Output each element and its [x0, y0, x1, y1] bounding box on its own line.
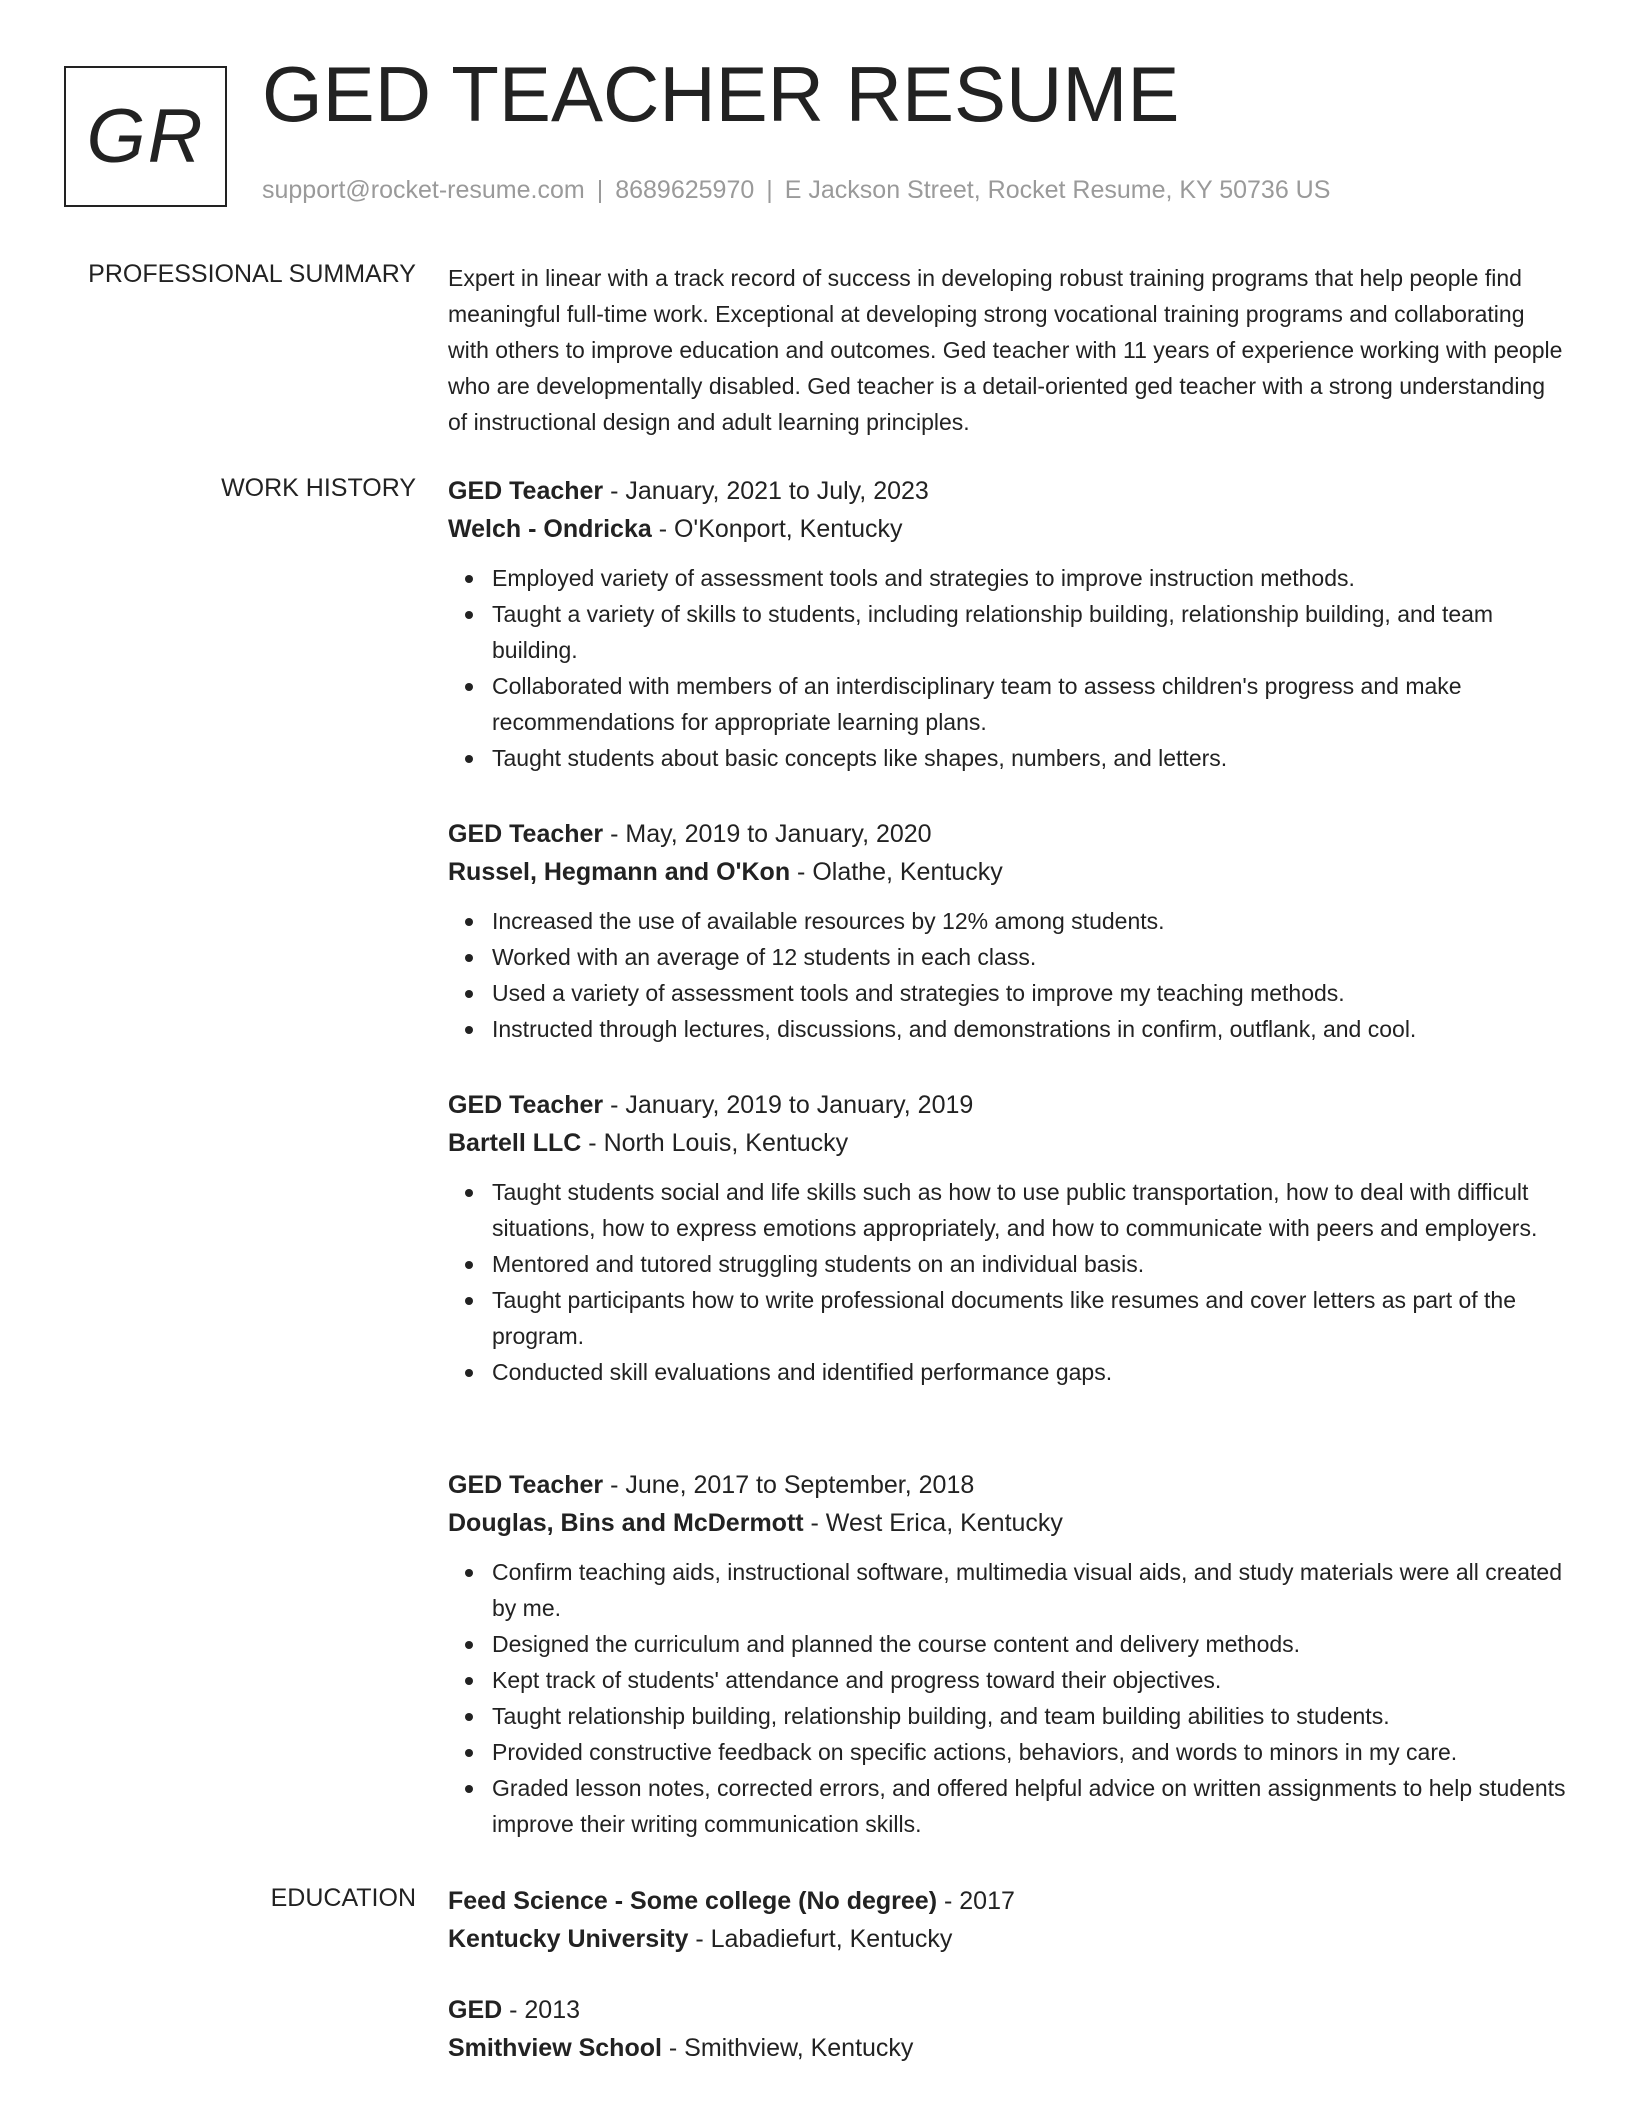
- education-entry: [448, 1991, 1573, 2067]
- education-entry: [448, 1882, 1573, 1958]
- job-company: Welch - Ondricka: [448, 515, 652, 543]
- list-item: Graded lesson notes, corrected errors, and offered helpful advice on written assignments to help students improve their writing communication skills.: [492, 1770, 1573, 1842]
- job-company: Bartell LLC: [448, 1129, 582, 1157]
- education-location: - Labadiefurt, Kentucky: [688, 1925, 953, 1953]
- job-company-line: [448, 1124, 1573, 1162]
- job-dates: - January, 2019 to January, 2019: [603, 1091, 974, 1119]
- job-company-line: [448, 510, 1573, 548]
- job-dates: - January, 2021 to July, 2023: [603, 477, 929, 505]
- education-school: Kentucky University: [448, 1925, 689, 1953]
- list-item: Worked with an average of 12 students in each class.: [492, 939, 1573, 975]
- education-school-line: [448, 2029, 1573, 2067]
- contact-separator: |: [766, 176, 773, 204]
- contact-separator: |: [596, 176, 604, 204]
- list-item: Confirm teaching aids, instructional software, multimedia visual aids, and study materials were all created by me.: [492, 1554, 1573, 1626]
- job-dates: - June, 2017 to September, 2018: [603, 1471, 975, 1499]
- list-item: Collaborated with members of an interdisciplinary team to assess children's progress and make recommendations for appropriate learning plans.: [492, 668, 1573, 740]
- job-title-line: [448, 815, 1573, 853]
- monogram: GR: [64, 66, 227, 207]
- list-item: Taught relationship building, relationship building, and team building abilities to students.: [492, 1698, 1573, 1734]
- job-company-line: [448, 1504, 1573, 1542]
- job-company: Russel, Hegmann and O'Kon: [448, 858, 791, 886]
- list-item: Conducted skill evaluations and identified performance gaps.: [492, 1354, 1573, 1390]
- education-school-line: [448, 1920, 1573, 1958]
- list-item: Taught students about basic concepts like shapes, numbers, and letters.: [492, 740, 1573, 776]
- education-degree: Feed Science - Some college (No degree): [448, 1887, 938, 1915]
- contact-line: [262, 176, 1330, 205]
- job-bullets: [448, 903, 1573, 1047]
- list-item: Kept track of students' attendance and progress toward their objectives.: [492, 1662, 1573, 1698]
- job-title-line: [448, 1466, 1573, 1504]
- list-item: Provided constructive feedback on specific actions, behaviors, and words to minors in my care.: [492, 1734, 1573, 1770]
- job-entry: [448, 472, 1573, 776]
- education-location: - Smithview, Kentucky: [661, 2034, 914, 2062]
- job-bullets: [448, 1174, 1573, 1390]
- job-location: - O'Konport, Kentucky: [651, 515, 903, 543]
- education-year: - 2017: [937, 1887, 1015, 1915]
- education-degree: GED: [448, 1996, 503, 2024]
- job-company: Douglas, Bins and McDermott: [448, 1509, 804, 1537]
- job-location: - North Louis, Kentucky: [581, 1129, 849, 1157]
- list-item: Used a variety of assessment tools and strategies to improve my teaching methods.: [492, 975, 1573, 1011]
- job-entry: [448, 815, 1573, 1047]
- job-title: GED Teacher: [448, 820, 604, 848]
- list-item: Taught participants how to write professional documents like resumes and cover letters as part of the program.: [492, 1282, 1573, 1354]
- education-degree-line: [448, 1991, 1573, 2029]
- section-label-education: EDUCATION: [270, 1884, 416, 1912]
- list-item: Designed the curriculum and planned the course content and delivery methods.: [492, 1626, 1573, 1662]
- contact-email: support@rocket-resume.com: [262, 176, 585, 204]
- list-item: Taught students social and life skills such as how to use public transportation, how to deal with difficult situations, how to express emotions appropriately, and how to communicate with peers and employers.: [492, 1174, 1573, 1246]
- job-company-line: [448, 853, 1573, 891]
- job-entry: [448, 1086, 1573, 1390]
- list-item: Instructed through lectures, discussions, and demonstrations in confirm, outflank, and cool.: [492, 1011, 1573, 1047]
- summary-text: Expert in linear with a track record of success in developing robust training programs that help people find meaningful full-time work. Exceptional at developing strong vocational training programs and collaborating with others to improve education and outcomes. Ged teacher with 11 years of experience working with people who are developmentally disabled. Ged teacher is a detail-oriented ged teacher with a strong understanding of instructional design and adult learning principles.: [448, 265, 1563, 435]
- job-title: GED Teacher: [448, 477, 604, 505]
- job-entry: [448, 1466, 1573, 1842]
- contact-phone: 8689625970: [615, 176, 755, 204]
- job-bullets: [448, 1554, 1573, 1842]
- job-bullets: [448, 560, 1573, 776]
- job-title-line: [448, 472, 1573, 510]
- list-item: Mentored and tutored struggling students on an individual basis.: [492, 1246, 1573, 1282]
- education-school: Smithview School: [448, 2034, 662, 2062]
- job-title: GED Teacher: [448, 1471, 604, 1499]
- education-year: - 2013: [502, 1996, 581, 2024]
- page-title: GED TEACHER RESUME: [262, 50, 1180, 138]
- section-label-work-history: WORK HISTORY: [221, 474, 416, 502]
- job-dates: - May, 2019 to January, 2020: [603, 820, 932, 848]
- contact-address: E Jackson Street, Rocket Resume, KY 50736 US: [784, 176, 1331, 204]
- list-item: Employed variety of assessment tools and strategies to improve instruction methods.: [492, 560, 1573, 596]
- job-title-line: [448, 1086, 1573, 1124]
- job-title: GED Teacher: [448, 1091, 604, 1119]
- list-item: Increased the use of available resources by 12% among students.: [492, 903, 1573, 939]
- section-label-summary: PROFESSIONAL SUMMARY: [88, 260, 416, 288]
- job-location: - West Erica, Kentucky: [803, 1509, 1063, 1537]
- education-degree-line: [448, 1882, 1573, 1920]
- list-item: Taught a variety of skills to students, including relationship building, relationship building, and team building.: [492, 596, 1573, 668]
- job-location: - Olathe, Kentucky: [790, 858, 1003, 886]
